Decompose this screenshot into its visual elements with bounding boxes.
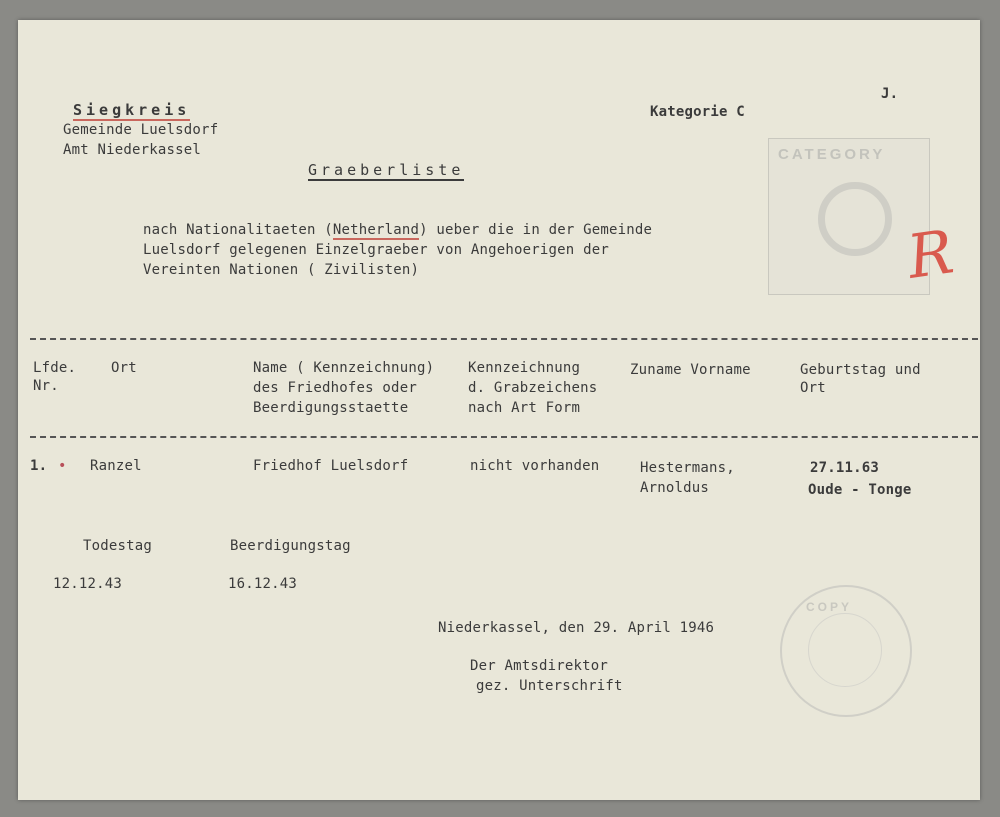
row-surname: Hestermans, <box>640 460 735 476</box>
red-dot-mark: • <box>58 458 67 474</box>
header-ort: Ort <box>111 360 137 376</box>
death-label: Todestag <box>83 538 153 554</box>
header-name-2: des Friedhofes oder <box>253 380 417 396</box>
red-handwritten-mark: R <box>903 217 959 293</box>
table-top-rule <box>30 338 978 340</box>
category: Kategorie C <box>650 104 745 120</box>
copy-stamp-word: COPY <box>806 600 853 614</box>
header-nr-1: Lfde. <box>33 360 77 376</box>
row-ort: Ranzel <box>90 458 142 474</box>
place-and-date: Niederkassel, den 29. April 1946 <box>438 620 715 636</box>
office: Amt Niederkassel <box>63 142 202 158</box>
signature-line: gez. Unterschrift <box>476 678 623 694</box>
document-page <box>18 20 980 800</box>
intro-line-1: nach Nationalitaeten (Netherland) ueber die in der Gemeinde <box>143 222 653 238</box>
row-nr: 1. <box>30 458 48 474</box>
row-cemetery: Friedhof Luelsdorf <box>253 458 409 474</box>
category-stamp-circle <box>818 182 892 256</box>
header-mark-3: nach Art Form <box>468 400 581 416</box>
nationality: Netherland <box>332 222 420 238</box>
row-given-name: Arnoldus <box>640 480 710 496</box>
death-date: 12.12.43 <box>53 576 123 592</box>
signer-title: Der Amtsdirektor <box>470 658 609 674</box>
header-birth-2: Ort <box>800 380 826 396</box>
row-birth-date: 27.11.63 <box>810 460 880 476</box>
header-birth-1: Geburtstag und <box>800 362 921 378</box>
intro-line-2: Luelsdorf gelegenen Einzelgraeber von Angehoerigen der <box>143 242 609 258</box>
district-name: Siegkreis <box>73 101 191 119</box>
header-name-3: Beerdigungsstaette <box>253 400 409 416</box>
table-header-rule <box>30 436 978 438</box>
municipality: Gemeinde Luelsdorf <box>63 122 219 138</box>
intro-line-3: Vereinten Nationen ( Zivilisten) <box>143 262 420 278</box>
row-grave-mark: nicht vorhanden <box>470 458 600 474</box>
header-mark-2: d. Grabzeichens <box>468 380 598 396</box>
copy-stamp-inner <box>808 613 882 687</box>
header-nr-2: Nr. <box>33 378 59 394</box>
corner-mark: J. <box>881 86 899 102</box>
category-stamp-word: CATEGORY <box>778 146 886 163</box>
burial-label: Beerdigungstag <box>230 538 351 554</box>
header-mark-1: Kennzeichnung <box>468 360 581 376</box>
header-name-1: Name ( Kennzeichnung) <box>253 360 435 376</box>
burial-date: 16.12.43 <box>228 576 298 592</box>
header-person: Zuname Vorname <box>630 362 751 378</box>
document-title: Graeberliste <box>308 161 465 179</box>
row-birth-place: Oude - Tonge <box>808 482 912 498</box>
